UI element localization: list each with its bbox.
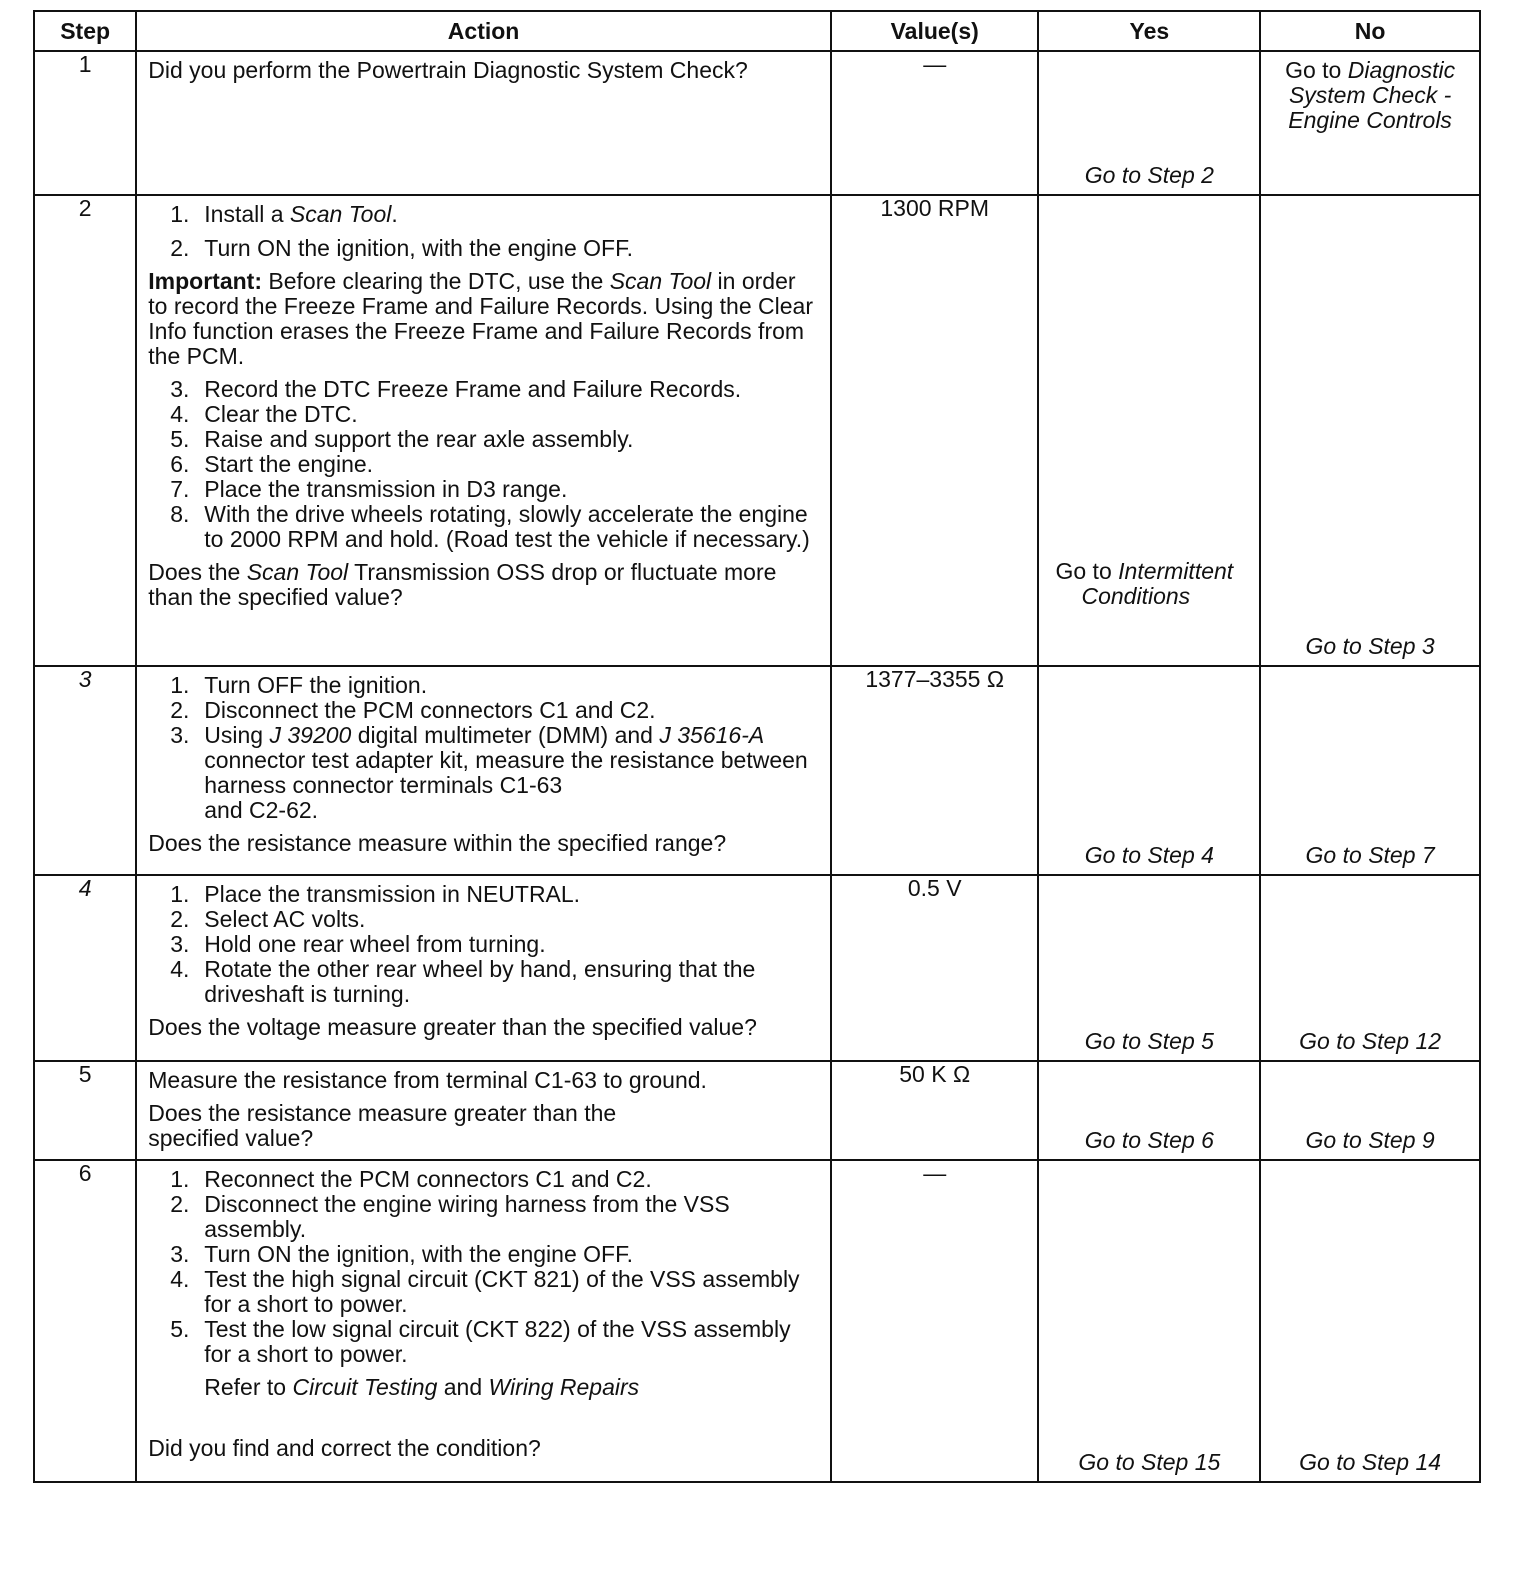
list-item: 1. Install a Scan Tool. bbox=[170, 201, 398, 227]
yes-cell bbox=[1038, 195, 1260, 666]
list-item: 8. With the drive wheels rotating, slowly accelerate the engine to 2000 RPM and hold. (Road test the vehicle if necessary.) bbox=[170, 501, 810, 552]
action-cell bbox=[136, 666, 831, 875]
goto-target-part: System Check - bbox=[1288, 82, 1452, 108]
value-cell: — bbox=[831, 51, 1039, 195]
no-goto-link[interactable]: Go to Step 9 bbox=[1305, 1127, 1435, 1153]
yes-cell bbox=[1038, 1061, 1260, 1160]
no-cell bbox=[1260, 195, 1480, 666]
action-steps-list bbox=[148, 882, 820, 1007]
list-item: 7. Place the transmission in D3 range. bbox=[170, 476, 568, 502]
step-number: 4 bbox=[34, 875, 136, 1061]
header-value: Value(s) bbox=[831, 11, 1039, 51]
list-item: 5. Raise and support the rear axle assembly. bbox=[170, 426, 634, 452]
yes-goto-link[interactable]: Go to Step 2 bbox=[1084, 162, 1214, 188]
action-question: Does the resistance measure greater than the specified value? bbox=[148, 1100, 617, 1151]
refer-note: Refer to Circuit Testing and Wiring Repairs bbox=[204, 1374, 640, 1400]
no-goto-link[interactable]: Go to Step 3 bbox=[1305, 633, 1435, 659]
action-cell bbox=[136, 51, 831, 195]
diagnostic-page bbox=[33, 10, 1481, 1483]
yes-goto-link[interactable] bbox=[1039, 559, 1259, 609]
value-cell: 1377–3355 Ω bbox=[831, 666, 1039, 875]
header-row bbox=[34, 11, 1480, 51]
action-steps-list bbox=[148, 673, 820, 823]
list-item: 1. Place the transmission in NEUTRAL. bbox=[170, 881, 581, 907]
yes-goto-link[interactable]: Go to Step 5 bbox=[1084, 1028, 1214, 1054]
list-item: 3. Record the DTC Freeze Frame and Failure Records. bbox=[170, 376, 742, 402]
action-cell bbox=[136, 875, 831, 1061]
action-cell bbox=[136, 1160, 831, 1482]
no-cell bbox=[1260, 1160, 1480, 1482]
step-number: 1 bbox=[34, 51, 136, 195]
goto-prefix: Go to bbox=[1285, 57, 1342, 83]
action-question: Does the voltage measure greater than the specified value? bbox=[148, 1014, 757, 1040]
wiring-repairs-link[interactable]: Wiring Repairs bbox=[488, 1374, 640, 1400]
no-cell bbox=[1260, 51, 1480, 195]
action-question: Does the Scan Tool Transmission OSS drop or fluctuate more than the specified value? bbox=[148, 559, 777, 610]
list-item: 2. Disconnect the engine wiring harness from the VSS assembly. bbox=[170, 1191, 730, 1242]
diagnostic-table bbox=[33, 10, 1481, 1483]
goto-prefix: Go to bbox=[1055, 558, 1112, 584]
yes-goto-link[interactable]: Go to Step 15 bbox=[1078, 1449, 1221, 1475]
yes-cell bbox=[1038, 666, 1260, 875]
list-item: 2. Turn ON the ignition, with the engine OFF. bbox=[170, 235, 633, 261]
action-steps-list bbox=[148, 202, 820, 261]
table-row bbox=[34, 666, 1480, 875]
list-item: 1. Reconnect the PCM connectors C1 and C2. bbox=[170, 1166, 652, 1192]
no-goto-link[interactable] bbox=[1261, 58, 1479, 133]
goto-target-part: Conditions bbox=[1081, 583, 1191, 609]
list-item: 5. Test the low signal circuit (CKT 822) of the VSS assembly for a short to power. bbox=[170, 1316, 791, 1367]
yes-cell bbox=[1038, 1160, 1260, 1482]
value-cell: 0.5 V bbox=[831, 875, 1039, 1061]
action-question: Does the resistance measure within the specified range? bbox=[148, 830, 727, 856]
step-number: 6 bbox=[34, 1160, 136, 1482]
list-item: 4. Rotate the other rear wheel by hand, ensuring that the driveshaft is turning. bbox=[170, 956, 756, 1007]
circuit-testing-link[interactable]: Circuit Testing bbox=[292, 1374, 438, 1400]
goto-target-part: Intermittent bbox=[1118, 558, 1234, 584]
action-cell bbox=[136, 195, 831, 666]
header-step: Step bbox=[34, 11, 136, 51]
no-cell bbox=[1260, 1061, 1480, 1160]
value-cell: — bbox=[831, 1160, 1039, 1482]
list-item: 6. Start the engine. bbox=[170, 451, 374, 477]
table-row bbox=[34, 195, 1480, 666]
yes-goto-link[interactable]: Go to Step 4 bbox=[1084, 842, 1214, 868]
action-question: Did you perform the Powertrain Diagnostic System Check? bbox=[148, 57, 748, 83]
yes-goto-link[interactable]: Go to Step 6 bbox=[1084, 1127, 1214, 1153]
table-row bbox=[34, 51, 1480, 195]
header-yes: Yes bbox=[1038, 11, 1260, 51]
value-cell: 50 K Ω bbox=[831, 1061, 1039, 1160]
action-steps-list bbox=[148, 1167, 820, 1367]
goto-target-part: Diagnostic bbox=[1347, 57, 1456, 83]
yes-cell bbox=[1038, 875, 1260, 1061]
header-no: No bbox=[1260, 11, 1480, 51]
action-cell bbox=[136, 1061, 831, 1160]
step-number: 2 bbox=[34, 195, 136, 666]
action-steps-list bbox=[148, 377, 820, 552]
no-goto-link[interactable]: Go to Step 7 bbox=[1305, 842, 1435, 868]
step-number: 5 bbox=[34, 1061, 136, 1160]
goto-target-part: Engine Controls bbox=[1288, 107, 1452, 133]
no-goto-link[interactable]: Go to Step 14 bbox=[1299, 1449, 1442, 1475]
list-item: 2. Disconnect the PCM connectors C1 and C2. bbox=[170, 697, 656, 723]
list-item: 4. Clear the DTC. bbox=[170, 401, 358, 427]
table-row bbox=[34, 875, 1480, 1061]
list-item: 3. Hold one rear wheel from turning. bbox=[170, 931, 546, 957]
important-note: Important: Before clearing the DTC, use the Scan Tool in order to record the Freeze Frame and Failure Records. Using the Clear Info function erases the Freeze Frame and Failure Records from the PCM. bbox=[148, 268, 813, 369]
step-number: 3 bbox=[34, 666, 136, 875]
header-action: Action bbox=[136, 11, 831, 51]
table-row bbox=[34, 1160, 1480, 1482]
no-cell bbox=[1260, 875, 1480, 1061]
value-cell: 1300 RPM bbox=[831, 195, 1039, 666]
no-cell bbox=[1260, 666, 1480, 875]
yes-cell bbox=[1038, 51, 1260, 195]
action-question: Did you find and correct the condition? bbox=[148, 1435, 541, 1461]
action-instruction: Measure the resistance from terminal C1-63 to ground. bbox=[148, 1067, 707, 1093]
list-item: 3. Using J 39200 digital multimeter (DMM) and J 35616-A connector test adapter kit, measure the resistance between harness connector terminals C1-63 and C2-62. bbox=[170, 722, 808, 823]
table-row bbox=[34, 1061, 1480, 1160]
no-goto-link[interactable]: Go to Step 12 bbox=[1299, 1028, 1442, 1054]
list-item: 1. Turn OFF the ignition. bbox=[170, 672, 428, 698]
list-item: 4. Test the high signal circuit (CKT 821) of the VSS assembly for a short to power. bbox=[170, 1266, 800, 1317]
list-item: 3. Turn ON the ignition, with the engine OFF. bbox=[170, 1241, 633, 1267]
list-item: 2. Select AC volts. bbox=[170, 906, 366, 932]
